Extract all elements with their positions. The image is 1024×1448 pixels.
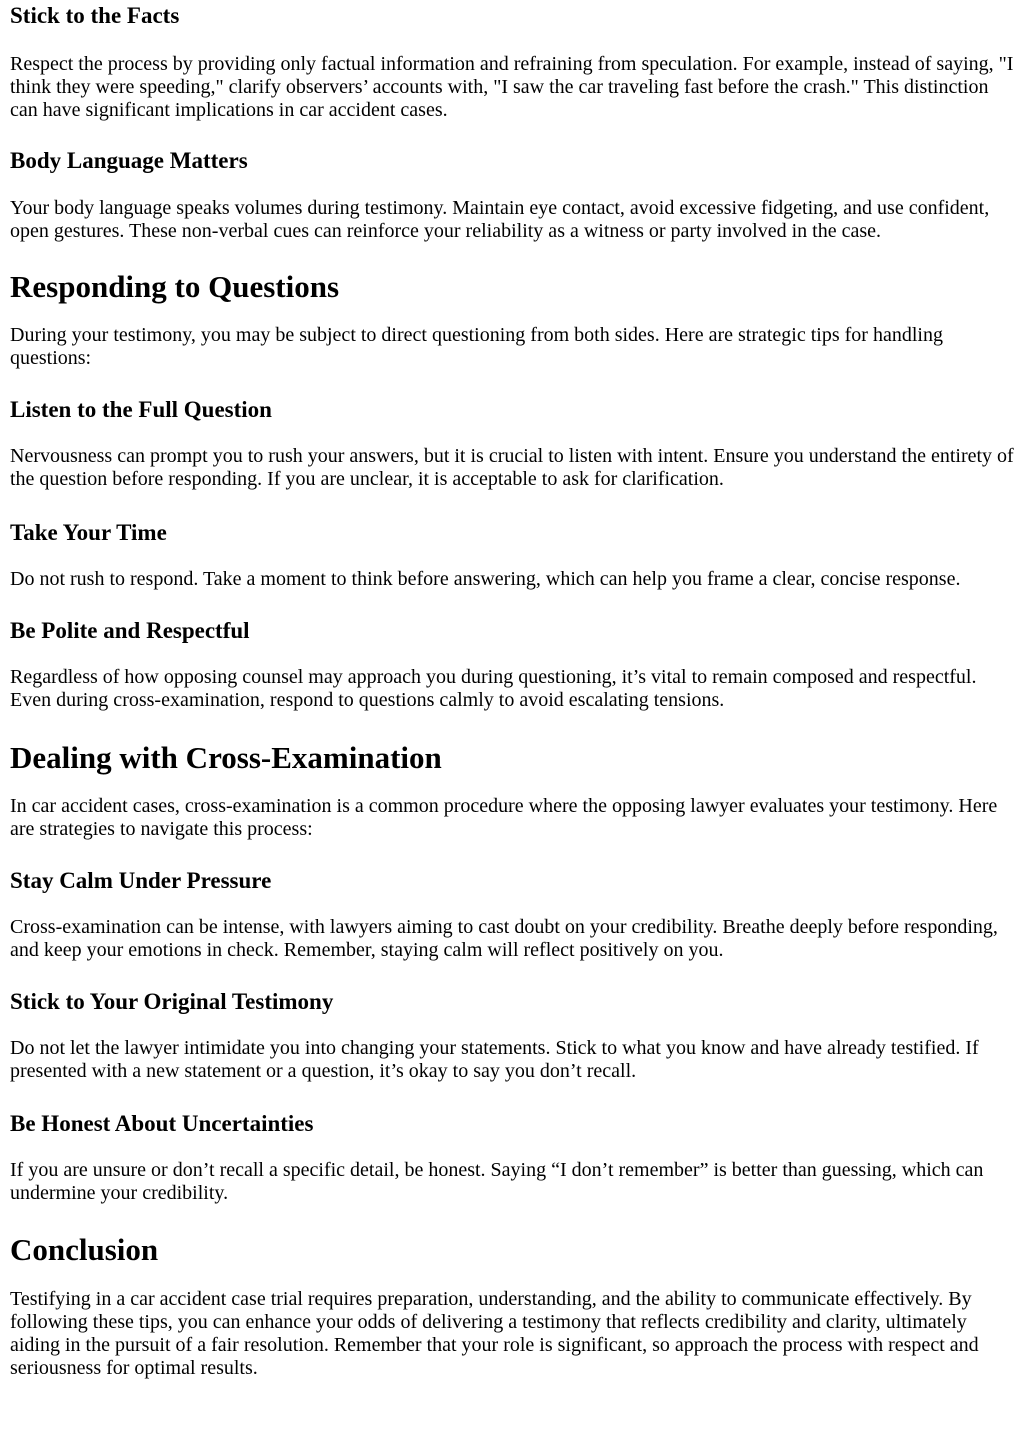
paragraph-body-language: Your body language speaks volumes during testimony. Maintain eye contact, avoid excessive fidgeting, and use confident, open gestures. These non-verbal cues can reinforce your reliability as a witness or party involved in the case. xyxy=(10,197,990,242)
paragraph-stick-to-facts: Respect the process by providing only factual information and refraining from speculation. For example, instead of saying, "I think they were speeding," clarify observers’ accounts with, "I saw the car traveling fast before the crash." This distinction can have significant implications in car accident cases. xyxy=(10,53,1014,121)
heading-stick-to-facts: Stick to the Facts xyxy=(10,3,180,28)
heading-take-your-time: Take Your Time xyxy=(10,520,167,545)
paragraph-conclusion: Testifying in a car accident case trial requires preparation, understanding, and the ability to communicate effectively. By following these tips, you can enhance your odds of delivering a testimony that reflects credibility and clarity, ultimately aiding in the pursuit of a fair resolution. Remember that your role is significant, so approach the process with respect and seriousness for optimal results. xyxy=(10,1288,979,1379)
heading-cross-examination: Dealing with Cross-Examination xyxy=(10,740,442,775)
heading-responding-to-questions: Responding to Questions xyxy=(10,269,340,304)
heading-original-testimony: Stick to Your Original Testimony xyxy=(10,989,334,1014)
paragraph-responding-intro: During your testimony, you may be subject to direct questioning from both sides. Here are strategic tips for handling questions: xyxy=(10,324,943,369)
paragraph-original-testimony: Do not let the lawyer intimidate you into changing your statements. Stick to what you know and have already testified. If presented with a new statement or a question, it’s okay to say you don’t recall. xyxy=(10,1037,979,1082)
paragraph-stay-calm: Cross-examination can be intense, with lawyers aiming to cast doubt on your credibility. Breathe deeply before responding, and keep your emotions in check. Remember, staying calm will reflect positively on you. xyxy=(10,916,998,961)
paragraph-listen-full-question: Nervousness can prompt you to rush your answers, but it is crucial to listen with intent. Ensure you understand the entirety of the question before responding. If you are unclear, it is acceptable to ask for clarification. xyxy=(10,445,1014,490)
paragraph-honest-uncertainties: If you are unsure or don’t recall a specific detail, be honest. Saying “I don’t remember” is better than guessing, which can undermine your credibility. xyxy=(10,1159,984,1204)
heading-be-polite: Be Polite and Respectful xyxy=(10,618,250,643)
heading-listen-full-question: Listen to the Full Question xyxy=(10,397,272,422)
paragraph-cross-examination-intro: In car accident cases, cross-examination is a common procedure where the opposing lawyer evaluates your testimony. Here are strategies to navigate this process: xyxy=(10,795,998,840)
paragraph-be-polite: Regardless of how opposing counsel may approach you during questioning, it’s vital to remain composed and respectful. Even during cross-examination, respond to questions calmly to avoid escalating tensions. xyxy=(10,666,977,711)
heading-stay-calm: Stay Calm Under Pressure xyxy=(10,868,272,893)
article xyxy=(0,2,1024,1380)
paragraph-take-your-time: Do not rush to respond. Take a moment to think before answering, which can help you frame a clear, concise response. xyxy=(10,568,961,590)
heading-honest-uncertainties: Be Honest About Uncertainties xyxy=(10,1111,314,1136)
heading-body-language: Body Language Matters xyxy=(10,148,248,173)
heading-conclusion: Conclusion xyxy=(10,1232,159,1267)
